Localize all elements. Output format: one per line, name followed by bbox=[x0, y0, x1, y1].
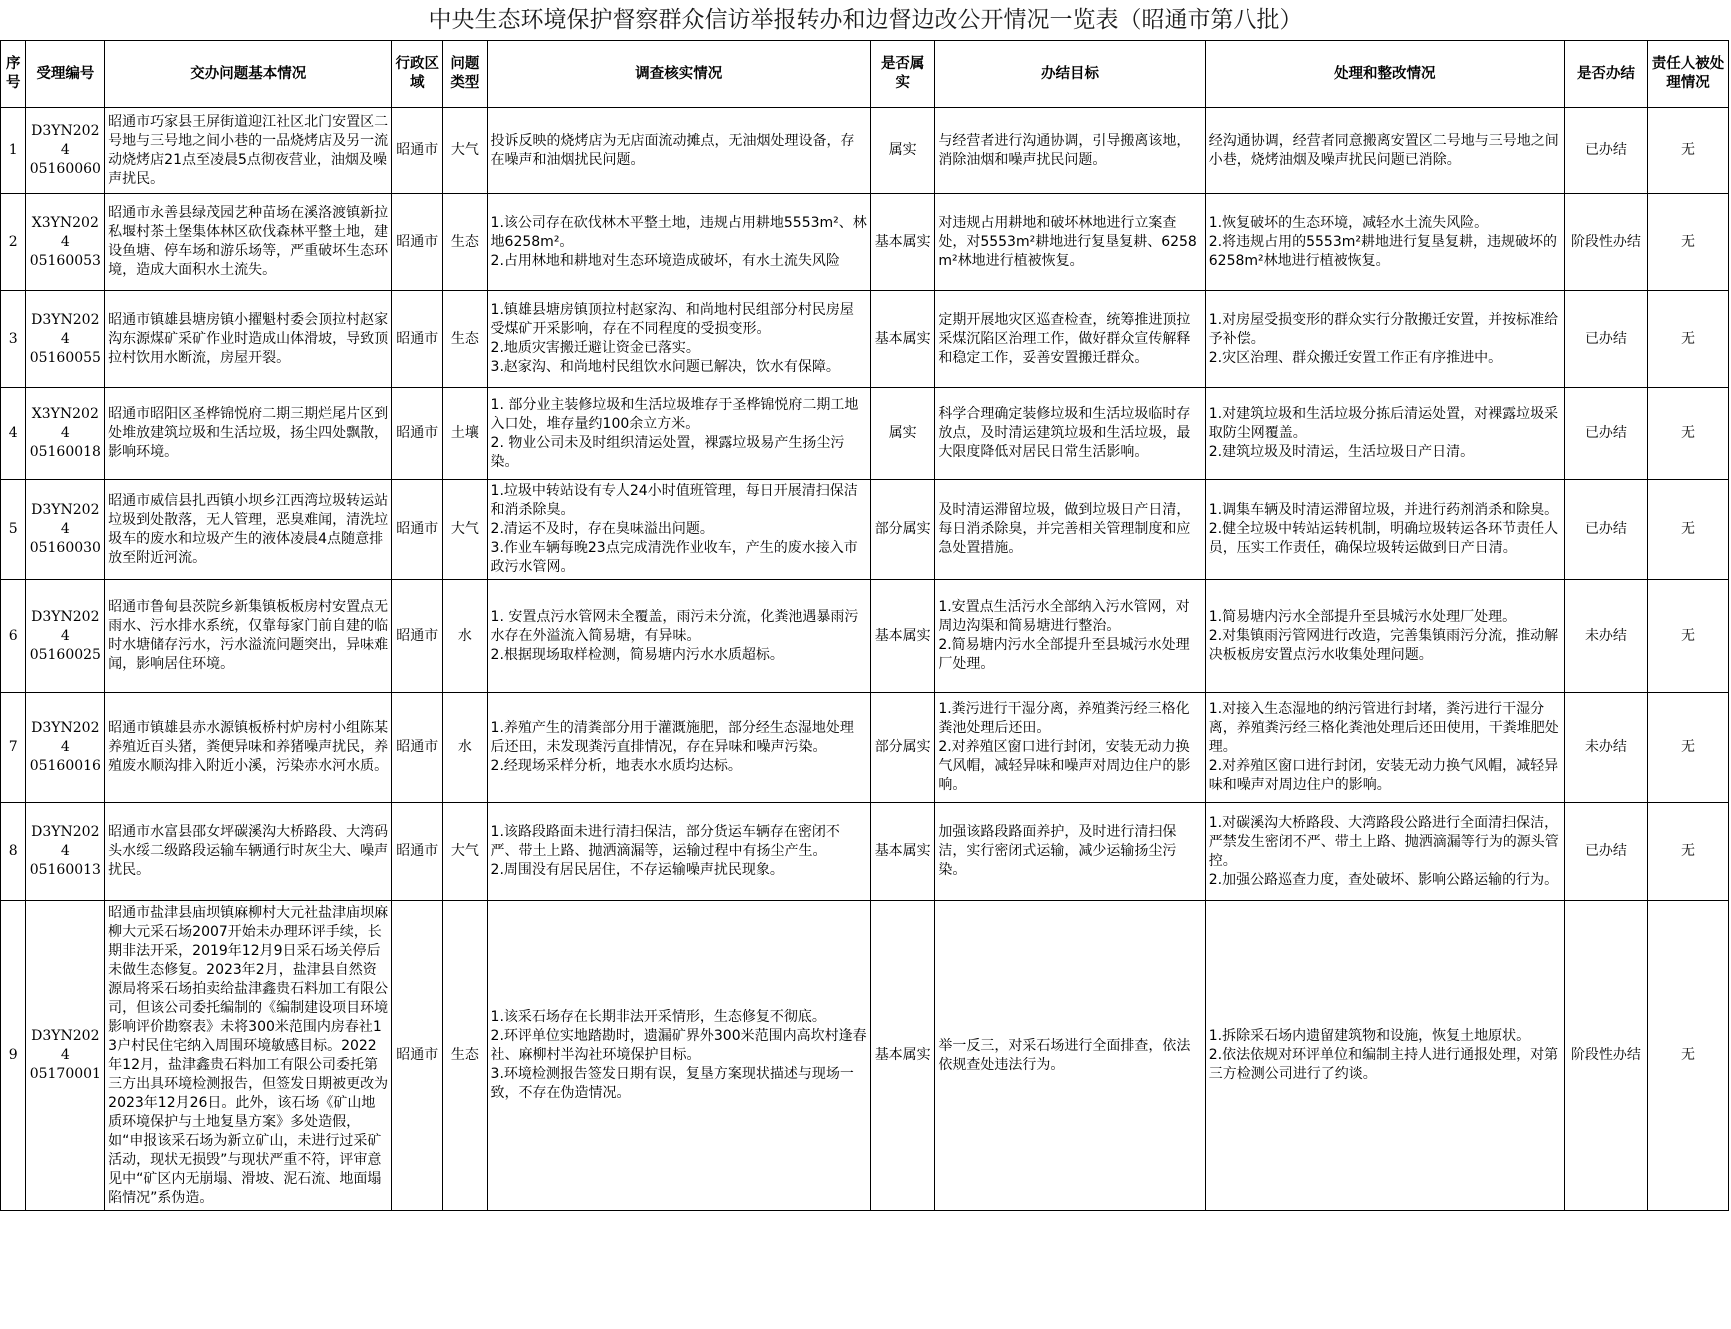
row-goal: 定期开展地灾区巡查检查，统筹推进顶拉采煤沉陷区治理工作，做好群众宣传解释和稳定工作，妥善安置搬迁群众。 bbox=[935, 291, 1205, 388]
row-handling: 1.拆除采石场内遗留建筑物和设施，恢复土地原状。 2.依法依规对环评单位和编制主持人进行通报处理，对第三方检测公司进行了约谈。 bbox=[1205, 901, 1564, 1211]
row-verified: 基本属实 bbox=[871, 580, 935, 693]
row-code: X3YN2024 05160018 bbox=[26, 388, 105, 480]
row-seq: 5 bbox=[1, 480, 26, 580]
complaint-table bbox=[0, 40, 1729, 1211]
row-investigation: 1. 安置点污水管网未全覆盖，雨污未分流，化粪池遇暴雨污水存在外溢流入简易塘，有异味。 2.根据现场取样检测，简易塘内污水水质超标。 bbox=[487, 580, 871, 693]
row-region: 昭通市 bbox=[392, 693, 443, 803]
row-handling: 1.对碳溪沟大桥路段、大湾路段公路进行全面清扫保洁，严禁发生密闭不严、带土上路、抛洒滴漏等行为的源头管控。 2.加强公路巡查力度，查处破坏、影响公路运输的行为。 bbox=[1205, 803, 1564, 901]
row-investigation: 1.该公司存在砍伐林木平整土地，违规占用耕地5553m²、林地6258m²。 2.占用林地和耕地对生态环境造成破坏，有水土流失风险 bbox=[487, 194, 871, 291]
row-handling: 1.简易塘内污水全部提升至县城污水处理厂处理。 2.对集镇雨污管网进行改造，完善集镇雨污分流，推动解决板板房安置点污水收集处理问题。 bbox=[1205, 580, 1564, 693]
row-seq: 7 bbox=[1, 693, 26, 803]
table-row bbox=[1, 194, 1729, 291]
header-code: 受理编号 bbox=[26, 41, 105, 108]
table-row bbox=[1, 693, 1729, 803]
header-seq: 序号 bbox=[1, 41, 26, 108]
row-verified: 属实 bbox=[871, 108, 935, 194]
row-code: D3YN2024 05160055 bbox=[26, 291, 105, 388]
row-issue: 昭通市镇雄县塘房镇小擢魁村委会顶拉村赵家沟东源煤矿采矿作业时造成山体滑坡，导致顶拉村饮用水断流，房屋开裂。 bbox=[105, 291, 392, 388]
row-seq: 9 bbox=[1, 901, 26, 1211]
row-type: 生态 bbox=[443, 901, 487, 1211]
row-accountability: 无 bbox=[1648, 803, 1729, 901]
row-accountability: 无 bbox=[1648, 901, 1729, 1211]
table-row bbox=[1, 291, 1729, 388]
row-issue: 昭通市盐津县庙坝镇麻柳村大元社盐津庙坝麻柳大元采石场2007开始未办理环评手续，长期非法开采，2019年12月9日采石场关停后未做生态修复。2023年2月，盐津县自然资源局将采石场拍卖给盐津鑫贵石料加工有限公司，但该公司委托编制的《编制建设项目环境影响评价勘察表》未将300米范围内房春社13户村民住宅纳入周围环境敏感目标。2022年12月，盐津鑫贵石料加工有限公司委托第三方出具环境检测报告，但签发日期被更改为2023年12月26日。此外，该石场《矿山地质环境保护与土地复垦方案》多处造假，如“申报该采石场为新立矿山，未进行过采矿活动，现状无损毁”与现状严重不符，评审意见中“矿区内无崩塌、滑坡、泥石流、地面塌陷情况”系伪造。 bbox=[105, 901, 392, 1211]
row-goal: 对违规占用耕地和破坏林地进行立案查处，对5553m²耕地进行复垦复耕、6258m²林地进行植被恢复。 bbox=[935, 194, 1205, 291]
row-seq: 6 bbox=[1, 580, 26, 693]
row-issue: 昭通市鲁甸县茨院乡新集镇板板房村安置点无雨水、污水排水系统，仅靠每家门前自建的临时水塘储存污水，污水溢流问题突出，异味难闻，影响居住环境。 bbox=[105, 580, 392, 693]
row-investigation: 1.镇雄县塘房镇顶拉村赵家沟、和尚地村民组部分村民房屋受煤矿开采影响，存在不同程度的受损变形。 2.地质灾害搬迁避让资金已落实。 3.赵家沟、和尚地村民组饮水问题已解决，饮水有保障。 bbox=[487, 291, 871, 388]
header-done: 是否办结 bbox=[1564, 41, 1647, 108]
row-accountability: 无 bbox=[1648, 108, 1729, 194]
row-verified: 部分属实 bbox=[871, 693, 935, 803]
table-row bbox=[1, 108, 1729, 194]
row-goal: 加强该路段路面养护，及时进行清扫保洁，实行密闭式运输，减少运输扬尘污染。 bbox=[935, 803, 1205, 901]
row-code: D3YN2024 05160030 bbox=[26, 480, 105, 580]
row-region: 昭通市 bbox=[392, 194, 443, 291]
row-accountability: 无 bbox=[1648, 194, 1729, 291]
row-verified: 基本属实 bbox=[871, 291, 935, 388]
header-type: 问题类型 bbox=[443, 41, 487, 108]
row-type: 生态 bbox=[443, 194, 487, 291]
row-accountability: 无 bbox=[1648, 693, 1729, 803]
row-done: 未办结 bbox=[1564, 693, 1647, 803]
row-code: D3YN2024 05160013 bbox=[26, 803, 105, 901]
header-accountability: 责任人被处理情况 bbox=[1648, 41, 1729, 108]
row-seq: 1 bbox=[1, 108, 26, 194]
row-region: 昭通市 bbox=[392, 480, 443, 580]
row-done: 阶段性办结 bbox=[1564, 901, 1647, 1211]
row-code: D3YN2024 05170001 bbox=[26, 901, 105, 1211]
row-done: 已办结 bbox=[1564, 108, 1647, 194]
row-region: 昭通市 bbox=[392, 291, 443, 388]
row-investigation: 投诉反映的烧烤店为无店面流动摊点，无油烟处理设备，存在噪声和油烟扰民问题。 bbox=[487, 108, 871, 194]
row-goal: 1.粪污进行干湿分离，养殖粪污经三格化粪池处理后还田。 2.对养殖区窗口进行封闭，安装无动力换气风帽，减轻异味和噪声对周边住户的影响。 bbox=[935, 693, 1205, 803]
row-region: 昭通市 bbox=[392, 108, 443, 194]
row-verified: 基本属实 bbox=[871, 901, 935, 1211]
header-goal: 办结目标 bbox=[935, 41, 1205, 108]
row-investigation: 1. 部分业主装修垃圾和生活垃圾堆存于圣桦锦悦府二期工地入口处，堆存量约100余立方米。 2. 物业公司未及时组织清运处置，裸露垃圾易产生扬尘污染。 bbox=[487, 388, 871, 480]
row-region: 昭通市 bbox=[392, 388, 443, 480]
row-accountability: 无 bbox=[1648, 388, 1729, 480]
row-handling: 经沟通协调，经营者同意搬离安置区二号地与三号地之间小巷，烧烤油烟及噪声扰民问题已消除。 bbox=[1205, 108, 1564, 194]
row-goal: 科学合理确定装修垃圾和生活垃圾临时存放点，及时清运建筑垃圾和生活垃圾，最大限度降低对居民日常生活影响。 bbox=[935, 388, 1205, 480]
header-region: 行政区域 bbox=[392, 41, 443, 108]
table-row bbox=[1, 901, 1729, 1211]
row-type: 生态 bbox=[443, 291, 487, 388]
row-region: 昭通市 bbox=[392, 901, 443, 1211]
row-type: 土壤 bbox=[443, 388, 487, 480]
row-seq: 2 bbox=[1, 194, 26, 291]
row-handling: 1.对房屋受损变形的群众实行分散搬迁安置，并按标准给予补偿。 2.灾区治理、群众搬迁安置工作正有序推进中。 bbox=[1205, 291, 1564, 388]
row-done: 已办结 bbox=[1564, 291, 1647, 388]
row-goal: 举一反三，对采石场进行全面排查，依法依规查处违法行为。 bbox=[935, 901, 1205, 1211]
row-type: 大气 bbox=[443, 480, 487, 580]
row-type: 水 bbox=[443, 580, 487, 693]
row-handling: 1.恢复破坏的生态环境，减轻水土流失风险。 2.将违规占用的5553m²耕地进行复垦复耕，违规破坏的6258m²林地进行植被恢复。 bbox=[1205, 194, 1564, 291]
table-row bbox=[1, 803, 1729, 901]
row-handling: 1.调集车辆及时清运滞留垃圾，并进行药剂消杀和除臭。 2.健全垃圾中转站运转机制，明确垃圾转运各环节责任人员，压实工作责任，确保垃圾转运做到日产日清。 bbox=[1205, 480, 1564, 580]
row-code: D3YN2024 05160060 bbox=[26, 108, 105, 194]
document-title: 中央生态环境保护督察群众信访举报转办和边督边改公开情况一览表（昭通市第八批） bbox=[428, 7, 1303, 33]
row-issue: 昭通市永善县绿茂园艺种苗场在溪洛渡镇新拉私堰村茶土堡集体林区砍伐森林平整土地，建设鱼塘、停车场和游乐场等，严重破坏生态环境，造成大面积水土流失。 bbox=[105, 194, 392, 291]
header-issue: 交办问题基本情况 bbox=[105, 41, 392, 108]
table-header-row bbox=[1, 41, 1729, 108]
row-issue: 昭通市威信县扎西镇小坝乡江西湾垃圾转运站垃圾到处散落，无人管理，恶臭难闻，清洗垃圾车的废水和垃圾产生的液体凌晨4点随意排放至附近河流。 bbox=[105, 480, 392, 580]
row-verified: 基本属实 bbox=[871, 803, 935, 901]
row-investigation: 1.垃圾中转站设有专人24小时值班管理，每日开展清扫保洁和消杀除臭。 2.清运不及时，存在臭味溢出问题。 3.作业车辆每晚23点完成清洗作业收车，产生的废水接入市政污水管网。 bbox=[487, 480, 871, 580]
header-handling: 处理和整改情况 bbox=[1205, 41, 1564, 108]
table-row bbox=[1, 580, 1729, 693]
header-investigation: 调查核实情况 bbox=[487, 41, 871, 108]
row-accountability: 无 bbox=[1648, 580, 1729, 693]
row-done: 未办结 bbox=[1564, 580, 1647, 693]
row-verified: 基本属实 bbox=[871, 194, 935, 291]
row-type: 大气 bbox=[443, 108, 487, 194]
row-investigation: 1.该采石场存在长期非法开采情形，生态修复不彻底。 2.环评单位实地踏勘时，遗漏矿界外300米范围内高坎村逢春社、麻柳村半沟社环境保护目标。 3.环境检测报告签发日期有误，复垦方案现状描述与现场一致，不存在伪造情况。 bbox=[487, 901, 871, 1211]
row-seq: 8 bbox=[1, 803, 26, 901]
row-goal: 与经营者进行沟通协调，引导搬离该地，消除油烟和噪声扰民问题。 bbox=[935, 108, 1205, 194]
row-type: 大气 bbox=[443, 803, 487, 901]
row-seq: 4 bbox=[1, 388, 26, 480]
row-goal: 1.安置点生活污水全部纳入污水管网，对周边沟渠和简易塘进行整治。 2.简易塘内污水全部提升至县城污水处理厂处理。 bbox=[935, 580, 1205, 693]
row-issue: 昭通市巧家县王屏街道迎江社区北门安置区二号地与三号地之间小巷的一品烧烤店及另一流动烧烤店21点至凌晨5点彻夜营业，油烟及噪声扰民。 bbox=[105, 108, 392, 194]
row-investigation: 1.该路段路面未进行清扫保洁，部分货运车辆存在密闭不严、带土上路、抛洒滴漏等，运输过程中有扬尘产生。 2.周围没有居民居住，不存运输噪声扰民现象。 bbox=[487, 803, 871, 901]
row-handling: 1.对接入生态湿地的纳污管进行封堵，粪污进行干湿分离，养殖粪污经三格化粪池处理后还田使用，干粪堆肥处理。 2.对养殖区窗口进行封闭，安装无动力换气风帽，减轻异味和噪声对周边住户的影响。 bbox=[1205, 693, 1564, 803]
row-type: 水 bbox=[443, 693, 487, 803]
row-code: D3YN2024 05160016 bbox=[26, 693, 105, 803]
row-region: 昭通市 bbox=[392, 803, 443, 901]
row-issue: 昭通市昭阳区圣桦锦悦府二期三期烂尾片区到处堆放建筑垃圾和生活垃圾，扬尘四处飘散，影响环境。 bbox=[105, 388, 392, 480]
row-region: 昭通市 bbox=[392, 580, 443, 693]
row-investigation: 1.养殖产生的清粪部分用于灌溉施肥，部分经生态湿地处理后还田，未发现粪污直排情况，存在异味和噪声污染。 2.经现场采样分析，地表水水质均达标。 bbox=[487, 693, 871, 803]
row-accountability: 无 bbox=[1648, 480, 1729, 580]
row-code: D3YN2024 05160025 bbox=[26, 580, 105, 693]
header-verified: 是否属实 bbox=[871, 41, 935, 108]
row-done: 阶段性办结 bbox=[1564, 194, 1647, 291]
row-goal: 及时清运滞留垃圾，做到垃圾日产日清，每日消杀除臭，并完善相关管理制度和应急处置措施。 bbox=[935, 480, 1205, 580]
row-code: X3YN2024 05160053 bbox=[26, 194, 105, 291]
row-handling: 1.对建筑垃圾和生活垃圾分拣后清运处置，对裸露垃圾采取防尘网覆盖。 2.建筑垃圾及时清运，生活垃圾日产日清。 bbox=[1205, 388, 1564, 480]
row-issue: 昭通市水富县邵女坪碳溪沟大桥路段、大湾码头水绥二级路段运输车辆通行时灰尘大、噪声扰民。 bbox=[105, 803, 392, 901]
row-done: 已办结 bbox=[1564, 803, 1647, 901]
table-row bbox=[1, 480, 1729, 580]
row-issue: 昭通市镇雄县赤水源镇板桥村炉房村小组陈某养殖近百头猪，粪便异味和养猪噪声扰民，养殖废水顺沟排入附近小溪，污染赤水河水质。 bbox=[105, 693, 392, 803]
row-verified: 部分属实 bbox=[871, 480, 935, 580]
row-verified: 属实 bbox=[871, 388, 935, 480]
row-done: 已办结 bbox=[1564, 388, 1647, 480]
row-seq: 3 bbox=[1, 291, 26, 388]
table-row bbox=[1, 388, 1729, 480]
row-accountability: 无 bbox=[1648, 291, 1729, 388]
row-done: 已办结 bbox=[1564, 480, 1647, 580]
